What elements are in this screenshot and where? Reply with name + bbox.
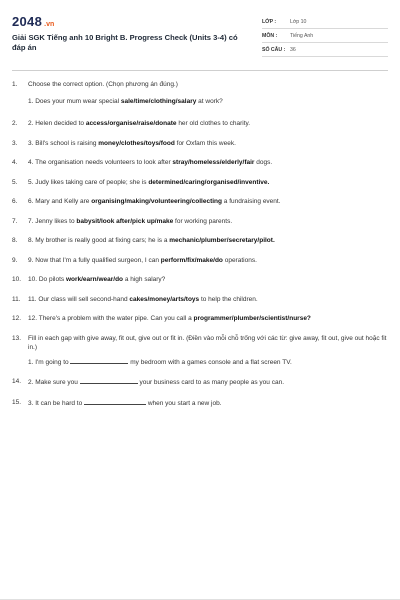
question-line <box>28 236 388 246</box>
question-text: my bedroom with a games console and a flat screen TV. <box>128 358 292 366</box>
answer-blank <box>70 357 128 364</box>
question-line <box>28 158 388 168</box>
question-line <box>28 377 388 388</box>
question-item <box>12 139 388 149</box>
question-text: a fundraising event. <box>221 198 281 205</box>
logo-suffix: .vn <box>44 21 55 28</box>
question-number: 8. <box>12 237 18 244</box>
question-body <box>28 256 388 266</box>
question-text: 7. Jenny likes to <box>28 217 77 225</box>
question-line <box>28 357 388 368</box>
question-number: 4. <box>12 159 18 166</box>
answer-options: access/organise/raise/donate <box>85 120 177 127</box>
question-body <box>28 178 388 188</box>
question-text: 2. Make sure you <box>28 379 80 386</box>
question-text: a high salary? <box>123 276 166 283</box>
question-text: 11. Our class will sell second-hand <box>28 295 130 303</box>
question-number: 15. <box>12 398 22 406</box>
question-number: 7. <box>12 217 18 225</box>
answer-options: stray/homeless/elderly/fair <box>172 159 255 166</box>
question-item <box>12 334 388 368</box>
question-text: dogs. <box>254 159 273 166</box>
question-line <box>28 217 388 227</box>
question-body <box>28 119 388 129</box>
meta-label: MÔN : <box>262 32 278 39</box>
question-text: 3. Bill's school is raising <box>28 139 99 147</box>
question-item <box>12 256 388 266</box>
question-text: your business card to as many people as you can. <box>137 379 285 386</box>
answer-options: organising/making/volunteering/collecting <box>91 198 222 205</box>
question-text: 1. I'm going to <box>28 358 71 366</box>
question-body <box>28 197 388 207</box>
question-item <box>12 119 388 129</box>
question-text: for Oxfam this week. <box>174 139 236 147</box>
question-body <box>28 314 388 324</box>
question-number: 13. <box>12 334 22 342</box>
document-header <box>12 0 388 70</box>
answer-options: money/clothes/toys/food <box>98 139 175 147</box>
question-body <box>28 295 388 305</box>
question-list <box>12 80 388 418</box>
question-body <box>28 217 388 227</box>
answer-options: determined/caring/organised/inventive. <box>148 178 270 186</box>
question-number: 5. <box>12 178 18 186</box>
question-body <box>28 139 388 149</box>
meta-row-grade <box>262 15 388 29</box>
question-line <box>28 334 388 353</box>
meta-label: SỐ CÂU : <box>262 46 286 53</box>
question-text: for working parents. <box>173 217 233 225</box>
question-item <box>12 236 388 246</box>
question-text: 1. Does your mum wear special <box>28 97 121 105</box>
question-item <box>12 314 388 324</box>
answer-options: programmer/plumber/scientist/nurse? <box>193 315 311 322</box>
question-line <box>28 314 388 324</box>
question-text: when you start a new job. <box>146 399 222 407</box>
question-body <box>28 398 388 409</box>
answer-options: perform/fix/make/do <box>160 256 223 264</box>
question-text: 2. Helen decided to <box>28 120 86 127</box>
question-text: to help the children. <box>199 295 258 303</box>
question-number: 12. <box>12 315 22 322</box>
question-text: Fill in each gap with give away, fit out, give out or fit in. (Điền vào mỗi chỗ trống với các từ: give away, fit out, give out hoặc fit in.) <box>28 334 387 351</box>
question-line <box>28 275 388 285</box>
meta-label: LỚP : <box>262 18 277 25</box>
question-item <box>12 197 388 207</box>
question-text: 4. The organisation needs volunteers to look after <box>28 159 173 166</box>
question-item <box>12 217 388 227</box>
question-number: 9. <box>12 256 18 264</box>
question-text: 6. Mary and Kelly are <box>28 198 92 205</box>
question-text: 10. Do pilots <box>28 276 66 283</box>
question-body <box>28 334 388 368</box>
document-title: Giải SGK Tiếng anh 10 Bright B. Progress Check (Units 3-4) có đáp án <box>12 33 238 52</box>
question-text: 9. Now that I'm a fully qualified surgeon, I can <box>28 256 161 264</box>
answer-options: sale/time/clothing/salary <box>120 97 197 105</box>
question-number: 11. <box>12 295 21 303</box>
question-line <box>28 295 388 305</box>
question-number: 10. <box>12 276 22 283</box>
question-item <box>12 158 388 168</box>
question-line <box>28 178 388 188</box>
question-item <box>12 377 388 388</box>
question-text: at work? <box>196 97 223 105</box>
question-line <box>28 398 388 409</box>
logo-name: 2048 <box>12 14 43 29</box>
question-body <box>28 80 388 106</box>
question-line <box>28 80 388 90</box>
question-item <box>12 295 388 305</box>
question-item <box>12 80 388 106</box>
question-line <box>28 97 388 107</box>
answer-options: work/earn/wear/do <box>65 276 124 283</box>
answer-options: cakes/money/arts/toys <box>129 295 200 303</box>
question-item <box>12 275 388 285</box>
question-body <box>28 275 388 285</box>
question-text: 5. Judy likes taking care of people; she is <box>28 178 149 186</box>
answer-options: mechanic/plumber/secretary/pilot. <box>169 237 275 244</box>
question-line <box>28 139 388 149</box>
question-text: 12. There's a problem with the water pipe. Can you call a <box>28 315 194 322</box>
question-text: 8. My brother is really good at fixing cars; he is a <box>28 237 170 244</box>
meta-value: 36 <box>290 46 296 53</box>
meta-value: Lớp 10 <box>290 18 307 25</box>
answer-blank <box>80 377 138 384</box>
question-body <box>28 377 388 388</box>
question-text: 3. It can be hard to <box>28 399 85 407</box>
question-line <box>28 256 388 266</box>
brand-block <box>12 14 240 70</box>
question-line <box>28 119 388 129</box>
question-body <box>28 236 388 246</box>
meta-row-subject <box>262 29 388 43</box>
question-number: 1. <box>12 81 18 88</box>
question-item <box>12 178 388 188</box>
question-number: 6. <box>12 198 18 205</box>
meta-value: Tiếng Anh <box>290 32 314 39</box>
question-number: 3. <box>12 139 18 147</box>
document-meta <box>262 15 388 70</box>
question-text: her old clothes to charity. <box>176 120 251 127</box>
question-number: 2. <box>12 120 18 127</box>
question-text: Choose the correct option. (Chọn phương án đúng.) <box>28 81 178 88</box>
question-body <box>28 158 388 168</box>
answer-options: babysit/look after/pick up/make <box>76 217 174 225</box>
header-divider <box>12 70 388 71</box>
answer-blank <box>84 398 146 405</box>
question-line <box>28 197 388 207</box>
question-item <box>12 398 388 409</box>
question-number: 14. <box>12 378 22 385</box>
question-text: operations. <box>222 256 257 264</box>
site-logo[interactable] <box>12 14 240 29</box>
meta-row-count <box>262 43 388 57</box>
